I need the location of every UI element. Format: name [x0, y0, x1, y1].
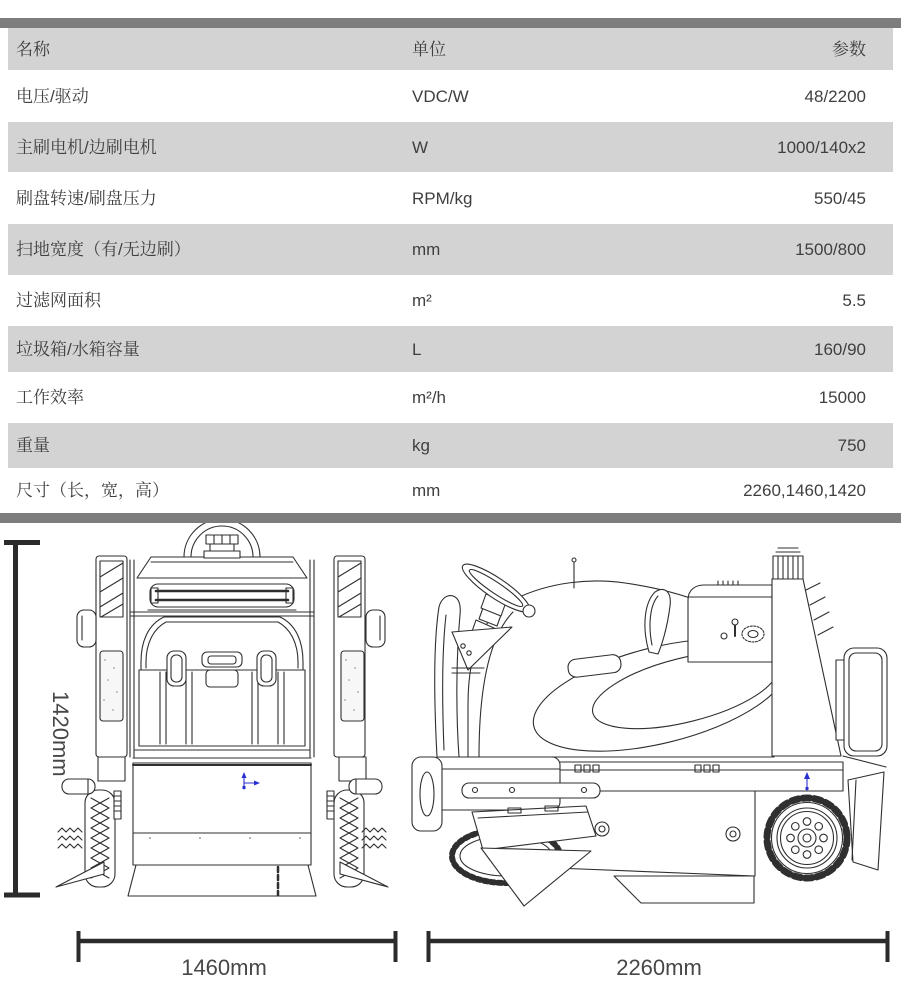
spec-row	[8, 275, 893, 326]
front-height-dim-label: 1420mm	[48, 691, 73, 777]
spec-unit-cell: RPM/kg	[412, 188, 473, 208]
table-border-bottom	[0, 513, 901, 523]
front-view-drawing	[56, 523, 388, 896]
spec-row	[8, 372, 893, 423]
spec-name-cell: 过滤网面积	[16, 291, 101, 310]
spec-value-cell: 48/2200	[804, 86, 866, 106]
col-header-name: 名称	[16, 39, 50, 59]
spec-unit-cell: kg	[412, 436, 430, 455]
side-view-drawing	[412, 548, 887, 906]
table-header-row	[8, 28, 893, 70]
spec-name-cell: 尺寸（长，宽，高）	[16, 481, 169, 500]
spec-row	[8, 70, 893, 122]
spec-name-cell: 工作效率	[16, 388, 84, 407]
spec-name-cell: 主刷电机/边刷电机	[16, 137, 157, 157]
spec-value-cell: 15000	[818, 388, 866, 407]
spec-value-cell: 1500/800	[795, 240, 866, 259]
side-length-dim-label: 2260mm	[616, 955, 702, 980]
spec-name-cell: 重量	[16, 436, 50, 455]
spec-unit-cell: m²/h	[412, 388, 446, 407]
spec-unit-cell: mm	[412, 481, 441, 500]
spec-value-cell: 2260,1460,1420	[743, 481, 866, 500]
spec-name-cell: 刷盘转速/刷盘压力	[16, 188, 157, 208]
spec-row	[8, 224, 893, 275]
spec-row	[8, 326, 893, 372]
spec-unit-cell: m²	[412, 291, 432, 310]
spec-name-cell: 电压/驱动	[16, 86, 89, 106]
spec-value-cell: 160/90	[814, 339, 866, 359]
col-header-value: 参数	[832, 39, 866, 59]
spec-value-cell: 5.5	[842, 291, 866, 310]
spec-unit-cell: VDC/W	[412, 86, 469, 106]
spec-value-cell: 550/45	[814, 188, 866, 208]
spec-unit-cell: W	[412, 137, 429, 157]
spec-unit-cell: mm	[412, 240, 441, 259]
front-width-dim-label: 1460mm	[181, 955, 267, 980]
spec-name-cell: 扫地宽度（有/无边刷）	[16, 240, 191, 259]
col-header-unit: 单位	[412, 39, 446, 59]
spec-row	[8, 122, 893, 172]
spec-value-cell: 1000/140x2	[777, 137, 866, 157]
spec-name-cell: 垃圾箱/水箱容量	[16, 339, 140, 359]
spec-unit-cell: L	[412, 339, 422, 359]
spec-row	[8, 423, 893, 468]
dimension-drawings	[0, 523, 901, 993]
spec-row	[8, 172, 893, 224]
table-border-top	[0, 18, 901, 28]
spec-value-cell: 750	[837, 436, 866, 455]
spec-row	[8, 468, 893, 513]
